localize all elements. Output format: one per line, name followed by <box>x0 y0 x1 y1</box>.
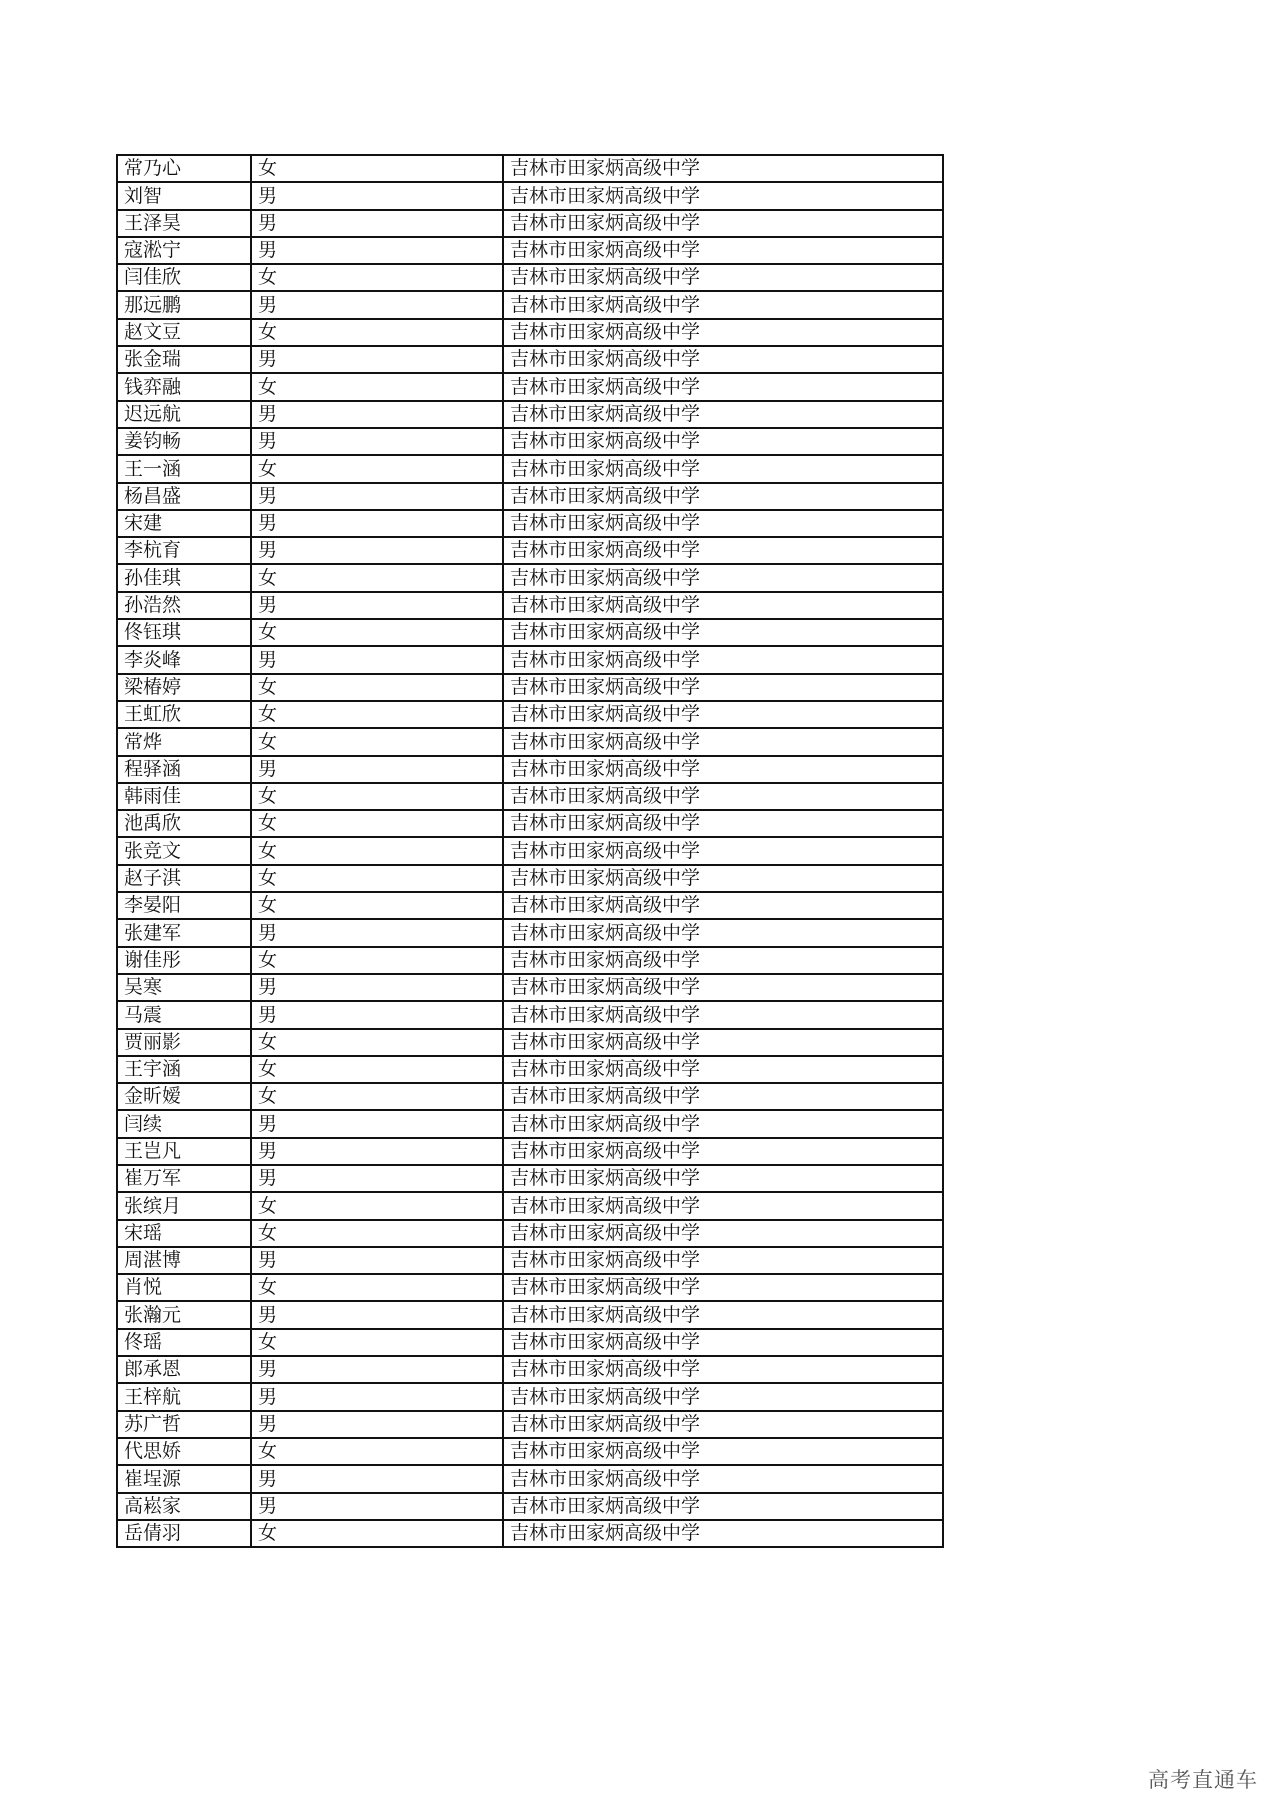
student-name-cell: 王泽昊 <box>117 210 251 237</box>
gender-cell: 男 <box>251 756 503 783</box>
student-name-cell: 代思娇 <box>117 1438 251 1465</box>
student-name-cell: 吴寒 <box>117 974 251 1001</box>
gender-cell: 男 <box>251 237 503 264</box>
table-row <box>117 237 943 264</box>
gender-cell: 女 <box>251 1274 503 1301</box>
table-row <box>117 455 943 482</box>
student-name-cell: 谢佳彤 <box>117 947 251 974</box>
student-name-cell: 肖悦 <box>117 1274 251 1301</box>
table-row <box>117 537 943 564</box>
student-name-cell: 佟钰琪 <box>117 619 251 646</box>
gender-cell: 女 <box>251 1056 503 1083</box>
school-cell: 吉林市田家炳高级中学 <box>503 810 943 837</box>
gender-cell: 女 <box>251 1329 503 1356</box>
gender-cell: 女 <box>251 1438 503 1465</box>
school-cell: 吉林市田家炳高级中学 <box>503 210 943 237</box>
student-name-cell: 程驿涵 <box>117 756 251 783</box>
table-row <box>117 1192 943 1219</box>
table-row <box>117 483 943 510</box>
gender-cell: 女 <box>251 783 503 810</box>
school-cell: 吉林市田家炳高级中学 <box>503 564 943 591</box>
student-name-cell: 张缤月 <box>117 1192 251 1219</box>
gender-cell: 女 <box>251 837 503 864</box>
student-name-cell: 寇淞宁 <box>117 237 251 264</box>
table-row <box>117 865 943 892</box>
school-cell: 吉林市田家炳高级中学 <box>503 1029 943 1056</box>
table-row <box>117 264 943 291</box>
gender-cell: 男 <box>251 401 503 428</box>
gender-cell: 女 <box>251 810 503 837</box>
table-row <box>117 1356 943 1383</box>
gender-cell: 男 <box>251 646 503 673</box>
student-name-cell: 苏广哲 <box>117 1411 251 1438</box>
student-name-cell: 张瀚元 <box>117 1301 251 1328</box>
school-cell: 吉林市田家炳高级中学 <box>503 1438 943 1465</box>
table-row <box>117 1056 943 1083</box>
table-row <box>117 1493 943 1520</box>
gender-cell: 男 <box>251 1411 503 1438</box>
table-row <box>117 1165 943 1192</box>
student-name-cell: 李晏阳 <box>117 892 251 919</box>
table-row <box>117 1247 943 1274</box>
gender-cell: 男 <box>251 1301 503 1328</box>
student-name-cell: 王岂凡 <box>117 1138 251 1165</box>
student-name-cell: 杨昌盛 <box>117 483 251 510</box>
school-cell: 吉林市田家炳高级中学 <box>503 1138 943 1165</box>
gender-cell: 女 <box>251 619 503 646</box>
table-row <box>117 373 943 400</box>
gender-cell: 女 <box>251 1220 503 1247</box>
table-row <box>117 1274 943 1301</box>
table-row <box>117 592 943 619</box>
gender-cell: 男 <box>251 483 503 510</box>
school-cell: 吉林市田家炳高级中学 <box>503 619 943 646</box>
school-cell: 吉林市田家炳高级中学 <box>503 783 943 810</box>
gender-cell: 女 <box>251 947 503 974</box>
gender-cell: 女 <box>251 264 503 291</box>
student-name-cell: 闫续 <box>117 1110 251 1137</box>
gender-cell: 女 <box>251 728 503 755</box>
student-name-cell: 常乃心 <box>117 155 251 182</box>
school-cell: 吉林市田家炳高级中学 <box>503 892 943 919</box>
table-row <box>117 728 943 755</box>
school-cell: 吉林市田家炳高级中学 <box>503 1274 943 1301</box>
table-row <box>117 619 943 646</box>
school-cell: 吉林市田家炳高级中学 <box>503 182 943 209</box>
student-name-cell: 韩雨佳 <box>117 783 251 810</box>
school-cell: 吉林市田家炳高级中学 <box>503 373 943 400</box>
gender-cell: 男 <box>251 346 503 373</box>
student-name-cell: 宋瑶 <box>117 1220 251 1247</box>
school-cell: 吉林市田家炳高级中学 <box>503 319 943 346</box>
gender-cell: 女 <box>251 564 503 591</box>
table-row <box>117 1029 943 1056</box>
table-row <box>117 1220 943 1247</box>
table-row <box>117 919 943 946</box>
gender-cell: 男 <box>251 1001 503 1028</box>
table-row <box>117 346 943 373</box>
table-row <box>117 510 943 537</box>
table-row <box>117 837 943 864</box>
gender-cell: 男 <box>251 1110 503 1137</box>
school-cell: 吉林市田家炳高级中学 <box>503 155 943 182</box>
gender-cell: 男 <box>251 182 503 209</box>
table-row <box>117 974 943 1001</box>
school-cell: 吉林市田家炳高级中学 <box>503 1493 943 1520</box>
roster-body <box>117 155 943 1547</box>
school-cell: 吉林市田家炳高级中学 <box>503 1192 943 1219</box>
school-cell: 吉林市田家炳高级中学 <box>503 483 943 510</box>
gender-cell: 男 <box>251 428 503 455</box>
student-name-cell: 张竞文 <box>117 837 251 864</box>
gender-cell: 男 <box>251 210 503 237</box>
gender-cell: 女 <box>251 373 503 400</box>
student-name-cell: 崔埕源 <box>117 1465 251 1492</box>
gender-cell: 女 <box>251 1192 503 1219</box>
school-cell: 吉林市田家炳高级中学 <box>503 537 943 564</box>
table-row <box>117 1411 943 1438</box>
student-name-cell: 金昕嫒 <box>117 1083 251 1110</box>
student-name-cell: 佟瑶 <box>117 1329 251 1356</box>
table-row <box>117 1438 943 1465</box>
table-row <box>117 182 943 209</box>
gender-cell: 女 <box>251 155 503 182</box>
gender-cell: 男 <box>251 974 503 1001</box>
school-cell: 吉林市田家炳高级中学 <box>503 674 943 701</box>
school-cell: 吉林市田家炳高级中学 <box>503 1001 943 1028</box>
school-cell: 吉林市田家炳高级中学 <box>503 401 943 428</box>
gender-cell: 男 <box>251 1465 503 1492</box>
table-row <box>117 947 943 974</box>
gender-cell: 女 <box>251 701 503 728</box>
gender-cell: 女 <box>251 1029 503 1056</box>
school-cell: 吉林市田家炳高级中学 <box>503 1356 943 1383</box>
student-name-cell: 那远鹏 <box>117 291 251 318</box>
table-row <box>117 401 943 428</box>
gender-cell: 女 <box>251 455 503 482</box>
student-name-cell: 张金瑞 <box>117 346 251 373</box>
table-row <box>117 1329 943 1356</box>
gender-cell: 男 <box>251 1493 503 1520</box>
student-name-cell: 李炎峰 <box>117 646 251 673</box>
gender-cell: 男 <box>251 537 503 564</box>
table-row <box>117 1520 943 1547</box>
school-cell: 吉林市田家炳高级中学 <box>503 728 943 755</box>
table-row <box>117 892 943 919</box>
table-row <box>117 1138 943 1165</box>
student-name-cell: 王宇涵 <box>117 1056 251 1083</box>
school-cell: 吉林市田家炳高级中学 <box>503 974 943 1001</box>
school-cell: 吉林市田家炳高级中学 <box>503 510 943 537</box>
table-row <box>117 783 943 810</box>
student-name-cell: 马震 <box>117 1001 251 1028</box>
gender-cell: 男 <box>251 1247 503 1274</box>
table-row <box>117 319 943 346</box>
gender-cell: 女 <box>251 865 503 892</box>
gender-cell: 男 <box>251 1165 503 1192</box>
gender-cell: 男 <box>251 291 503 318</box>
student-name-cell: 闫佳欣 <box>117 264 251 291</box>
student-name-cell: 郎承恩 <box>117 1356 251 1383</box>
table-row <box>117 291 943 318</box>
school-cell: 吉林市田家炳高级中学 <box>503 701 943 728</box>
student-name-cell: 迟远航 <box>117 401 251 428</box>
student-name-cell: 岳倩羽 <box>117 1520 251 1547</box>
student-name-cell: 王梓航 <box>117 1383 251 1410</box>
table-row <box>117 701 943 728</box>
table-row <box>117 810 943 837</box>
school-cell: 吉林市田家炳高级中学 <box>503 1165 943 1192</box>
student-name-cell: 高崧家 <box>117 1493 251 1520</box>
school-cell: 吉林市田家炳高级中学 <box>503 1465 943 1492</box>
table-row <box>117 756 943 783</box>
school-cell: 吉林市田家炳高级中学 <box>503 865 943 892</box>
school-cell: 吉林市田家炳高级中学 <box>503 1083 943 1110</box>
school-cell: 吉林市田家炳高级中学 <box>503 947 943 974</box>
school-cell: 吉林市田家炳高级中学 <box>503 291 943 318</box>
student-name-cell: 孙浩然 <box>117 592 251 619</box>
student-name-cell: 池禹欣 <box>117 810 251 837</box>
student-name-cell: 王一涵 <box>117 455 251 482</box>
school-cell: 吉林市田家炳高级中学 <box>503 237 943 264</box>
student-name-cell: 王虹欣 <box>117 701 251 728</box>
school-cell: 吉林市田家炳高级中学 <box>503 264 943 291</box>
school-cell: 吉林市田家炳高级中学 <box>503 1056 943 1083</box>
school-cell: 吉林市田家炳高级中学 <box>503 1110 943 1137</box>
gender-cell: 男 <box>251 510 503 537</box>
table-row <box>117 1301 943 1328</box>
student-name-cell: 崔万军 <box>117 1165 251 1192</box>
student-name-cell: 宋建 <box>117 510 251 537</box>
student-name-cell: 梁椿婷 <box>117 674 251 701</box>
gender-cell: 女 <box>251 1520 503 1547</box>
school-cell: 吉林市田家炳高级中学 <box>503 1383 943 1410</box>
table-row <box>117 1001 943 1028</box>
school-cell: 吉林市田家炳高级中学 <box>503 1301 943 1328</box>
student-name-cell: 姜钧畅 <box>117 428 251 455</box>
student-name-cell: 赵文豆 <box>117 319 251 346</box>
table-row <box>117 564 943 591</box>
school-cell: 吉林市田家炳高级中学 <box>503 1247 943 1274</box>
school-cell: 吉林市田家炳高级中学 <box>503 1520 943 1547</box>
gender-cell: 女 <box>251 892 503 919</box>
table-row <box>117 210 943 237</box>
gender-cell: 女 <box>251 319 503 346</box>
gender-cell: 男 <box>251 1356 503 1383</box>
table-row <box>117 674 943 701</box>
school-cell: 吉林市田家炳高级中学 <box>503 1411 943 1438</box>
student-name-cell: 贾丽影 <box>117 1029 251 1056</box>
table-row <box>117 1465 943 1492</box>
table-row <box>117 155 943 182</box>
student-name-cell: 刘智 <box>117 182 251 209</box>
student-name-cell: 常烨 <box>117 728 251 755</box>
student-name-cell: 钱弈融 <box>117 373 251 400</box>
school-cell: 吉林市田家炳高级中学 <box>503 646 943 673</box>
gender-cell: 男 <box>251 592 503 619</box>
school-cell: 吉林市田家炳高级中学 <box>503 919 943 946</box>
watermark-text: 高考直通车 <box>1148 1768 1258 1792</box>
table-row <box>117 1083 943 1110</box>
table-row <box>117 428 943 455</box>
table-row <box>117 1110 943 1137</box>
student-name-cell: 赵子淇 <box>117 865 251 892</box>
school-cell: 吉林市田家炳高级中学 <box>503 428 943 455</box>
gender-cell: 男 <box>251 1383 503 1410</box>
school-cell: 吉林市田家炳高级中学 <box>503 837 943 864</box>
school-cell: 吉林市田家炳高级中学 <box>503 346 943 373</box>
student-name-cell: 张建军 <box>117 919 251 946</box>
table-row <box>117 646 943 673</box>
student-name-cell: 周湛博 <box>117 1247 251 1274</box>
gender-cell: 女 <box>251 1083 503 1110</box>
student-name-cell: 孙佳琪 <box>117 564 251 591</box>
school-cell: 吉林市田家炳高级中学 <box>503 455 943 482</box>
school-cell: 吉林市田家炳高级中学 <box>503 756 943 783</box>
student-roster-table <box>116 154 944 1548</box>
school-cell: 吉林市田家炳高级中学 <box>503 592 943 619</box>
student-name-cell: 李杭育 <box>117 537 251 564</box>
table-row <box>117 1383 943 1410</box>
gender-cell: 男 <box>251 1138 503 1165</box>
school-cell: 吉林市田家炳高级中学 <box>503 1220 943 1247</box>
gender-cell: 男 <box>251 919 503 946</box>
school-cell: 吉林市田家炳高级中学 <box>503 1329 943 1356</box>
gender-cell: 女 <box>251 674 503 701</box>
